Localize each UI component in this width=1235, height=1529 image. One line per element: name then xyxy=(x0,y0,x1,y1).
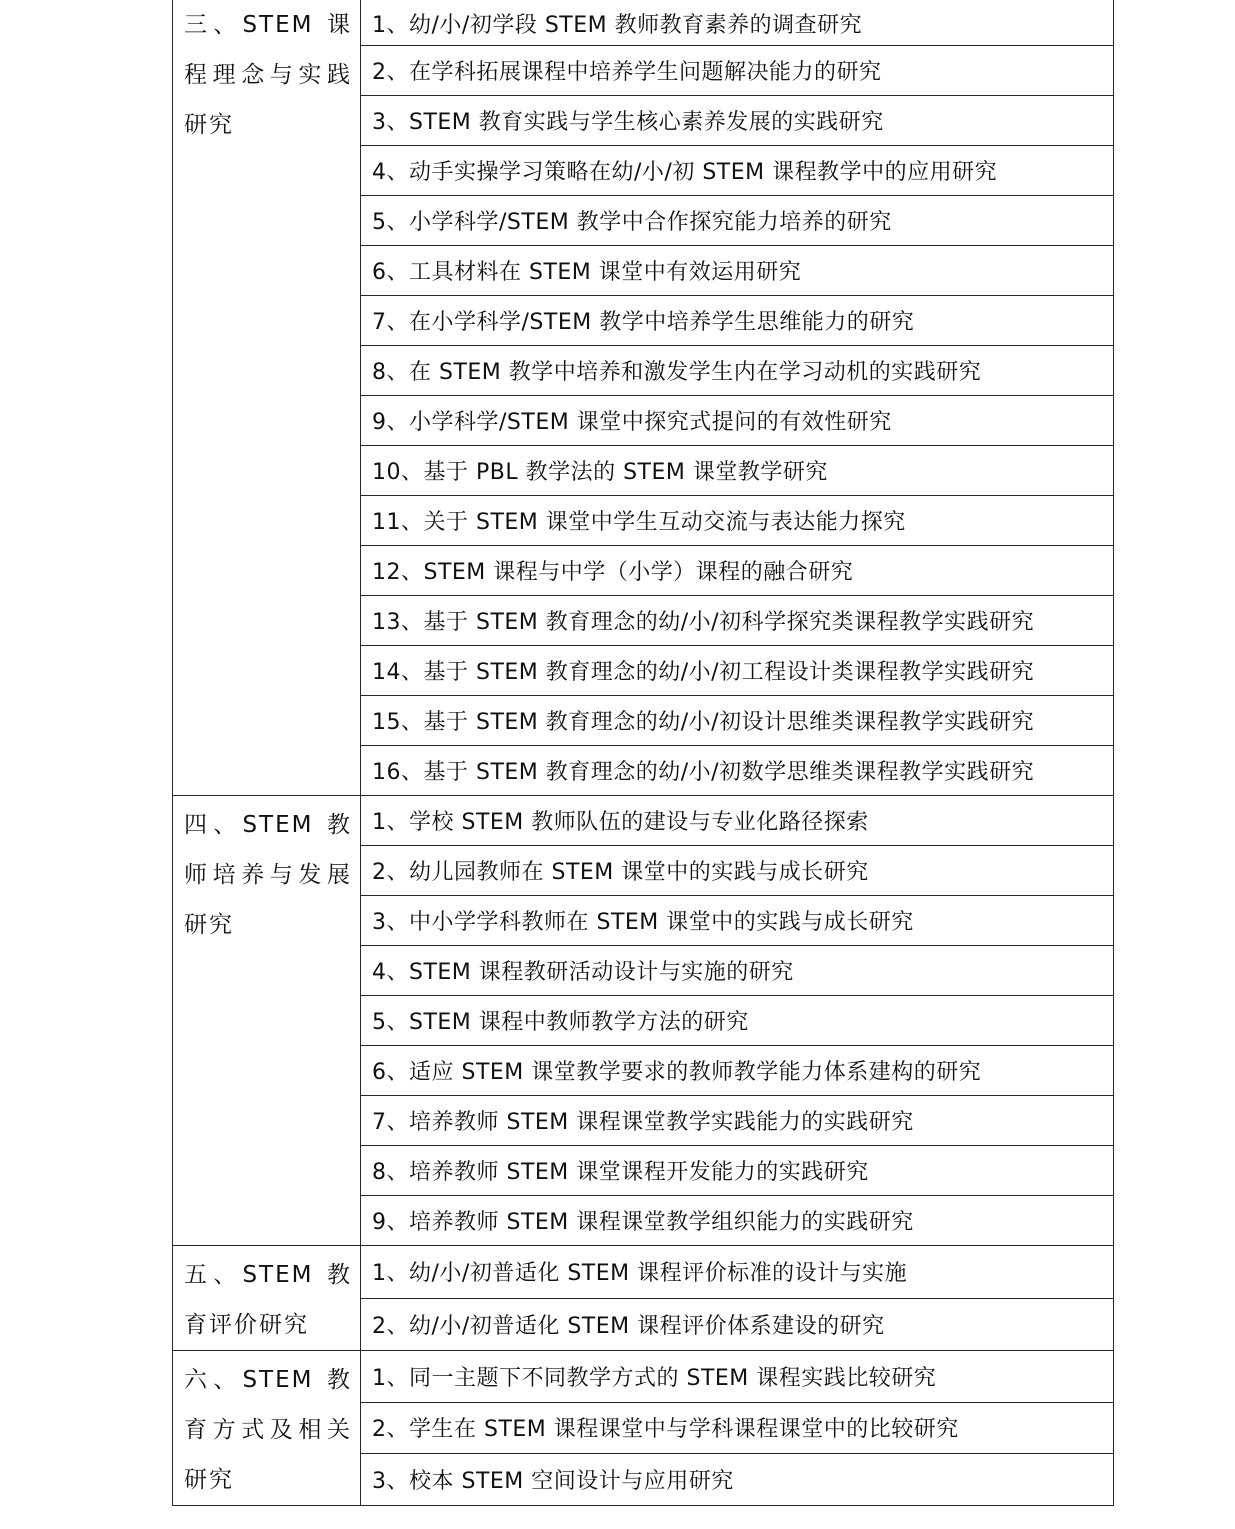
topic-cell: 14、基于 STEM 教育理念的幼/小/初工程设计类课程教学实践研究 xyxy=(361,646,1114,696)
topic-cell: 2、幼儿园教师在 STEM 课堂中的实践与成长研究 xyxy=(361,846,1114,896)
topic-cell: 3、STEM 教育实践与学生核心素养发展的实践研究 xyxy=(361,96,1114,146)
topic-cell: 16、基于 STEM 教育理念的幼/小/初数学思维类课程教学实践研究 xyxy=(361,746,1114,796)
topic-cell: 10、基于 PBL 教学法的 STEM 课堂教学研究 xyxy=(361,446,1114,496)
topic-cell: 8、培养教师 STEM 课堂课程开发能力的实践研究 xyxy=(361,1146,1114,1196)
topic-cell: 13、基于 STEM 教育理念的幼/小/初科学探究类课程教学实践研究 xyxy=(361,596,1114,646)
table-row xyxy=(173,1246,1114,1299)
topic-cell: 5、小学科学/STEM 教学中合作探究能力培养的研究 xyxy=(361,196,1114,246)
topic-cell: 4、动手实操学习策略在幼/小/初 STEM 课程教学中的应用研究 xyxy=(361,146,1114,196)
topic-cell: 1、幼/小/初普适化 STEM 课程评价标准的设计与实施 xyxy=(361,1246,1114,1299)
category-cell: 四、STEM 教师培养与发展研究 xyxy=(173,796,361,1246)
topic-cell: 5、STEM 课程中教师教学方法的研究 xyxy=(361,996,1114,1046)
topic-cell: 2、幼/小/初普适化 STEM 课程评价体系建设的研究 xyxy=(361,1298,1114,1351)
topic-cell: 3、校本 STEM 空间设计与应用研究 xyxy=(361,1454,1114,1506)
topic-cell: 7、在小学科学/STEM 教学中培养学生思维能力的研究 xyxy=(361,296,1114,346)
topic-cell: 7、培养教师 STEM 课程课堂教学实践能力的实践研究 xyxy=(361,1096,1114,1146)
table-row xyxy=(173,1351,1114,1403)
topic-cell: 15、基于 STEM 教育理念的幼/小/初设计思维类课程教学实践研究 xyxy=(361,696,1114,746)
topic-cell: 8、在 STEM 教学中培养和激发学生内在学习动机的实践研究 xyxy=(361,346,1114,396)
table-row xyxy=(173,796,1114,846)
category-cell: 五、STEM 教育评价研究 xyxy=(173,1246,361,1351)
category-cell: 三、STEM 课程理念与实践研究 xyxy=(173,0,361,796)
topic-cell: 6、适应 STEM 课堂教学要求的教师教学能力体系建构的研究 xyxy=(361,1046,1114,1096)
topic-cell: 1、同一主题下不同教学方式的 STEM 课程实践比较研究 xyxy=(361,1351,1114,1403)
table-row xyxy=(173,0,1114,46)
topic-cell: 6、工具材料在 STEM 课堂中有效运用研究 xyxy=(361,246,1114,296)
topic-cell: 9、小学科学/STEM 课堂中探究式提问的有效性研究 xyxy=(361,396,1114,446)
topic-cell: 12、STEM 课程与中学（小学）课程的融合研究 xyxy=(361,546,1114,596)
research-topics-table xyxy=(172,0,1114,1506)
topic-cell: 1、幼/小/初学段 STEM 教师教育素养的调查研究 xyxy=(361,0,1114,46)
topic-cell: 11、关于 STEM 课堂中学生互动交流与表达能力探究 xyxy=(361,496,1114,546)
topic-cell: 2、在学科拓展课程中培养学生问题解决能力的研究 xyxy=(361,46,1114,96)
topic-cell: 3、中小学学科教师在 STEM 课堂中的实践与成长研究 xyxy=(361,896,1114,946)
topic-cell: 2、学生在 STEM 课程课堂中与学科课程课堂中的比较研究 xyxy=(361,1402,1114,1454)
table-body xyxy=(173,0,1114,1506)
topic-cell: 4、STEM 课程教研活动设计与实施的研究 xyxy=(361,946,1114,996)
topic-cell: 1、学校 STEM 教师队伍的建设与专业化路径探索 xyxy=(361,796,1114,846)
topic-cell: 9、培养教师 STEM 课程课堂教学组织能力的实践研究 xyxy=(361,1196,1114,1246)
category-cell: 六、STEM 教育方式及相关研究 xyxy=(173,1351,361,1506)
